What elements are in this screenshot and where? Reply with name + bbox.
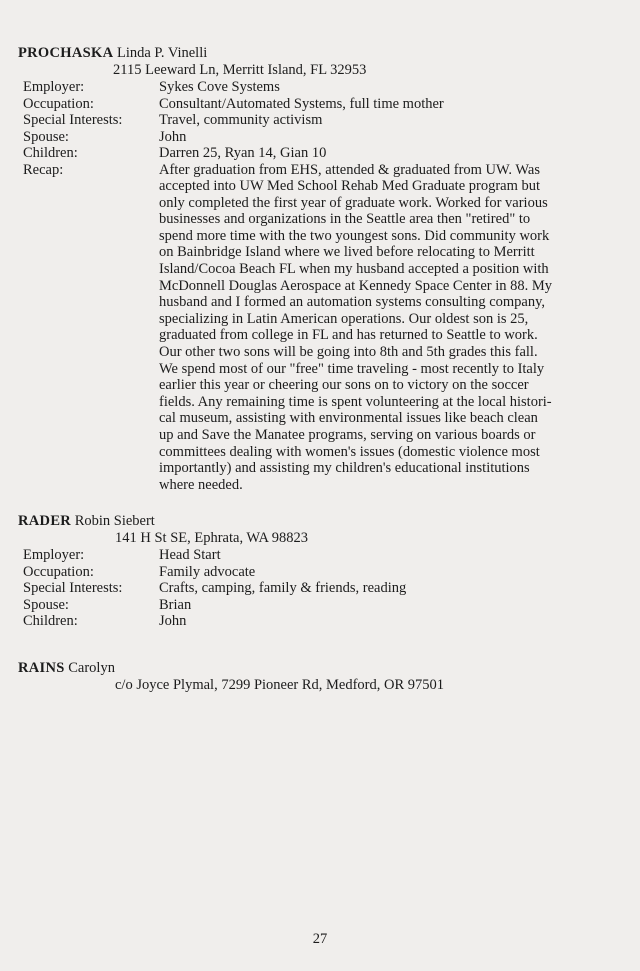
address: 2115 Leeward Ln, Merritt Island, FL 32953 [113, 62, 367, 78]
field-label: Special Interests: [23, 580, 123, 596]
field-label: Special Interests: [23, 112, 123, 128]
given-name: Carolyn [68, 660, 115, 676]
field-value: Brian [159, 596, 192, 613]
recap-line: accepted into UW Med School Rehab Med Graduate program but [159, 178, 541, 195]
recap-line: on Bainbridge Island where we lived before relocating to Merritt [159, 244, 535, 261]
field-occupation [18, 564, 618, 581]
surname: RADER [18, 513, 72, 529]
recap-line: cal museum, assisting with environmental issues like beach clean [159, 410, 538, 427]
field-special-interests [18, 112, 618, 129]
field-value: John [159, 613, 187, 629]
surname: PROCHASKA [18, 45, 114, 61]
recap-line: specializing in Latin American operations. Our oldest son is 25, [159, 310, 529, 327]
recap-line: earlier this year or cheering our sons on to victory on the soccer [159, 377, 529, 394]
field-employer [18, 79, 618, 96]
recap-line: importantly) and assisting my children's educational institutions [159, 460, 530, 477]
field-label: Spouse: [23, 128, 69, 145]
address: c/o Joyce Plymal, 7299 Pioneer Rd, Medford, OR 97501 [115, 677, 445, 693]
entry-rader [18, 513, 618, 630]
field-value: Consultant/Automated Systems, full time mother [159, 95, 444, 112]
field-label: Children: [23, 145, 78, 161]
recap-line: fields. Any remaining time is spent volunteering at the local histori- [159, 393, 552, 410]
field-label: Employer: [23, 547, 85, 563]
address: 141 H St SE, Ephrata, WA 98823 [115, 530, 309, 546]
field-label: Children: [23, 613, 78, 629]
surname: RAINS [18, 660, 65, 676]
entry-prochaska [18, 45, 618, 493]
recap-line: businesses and organizations in the Seattle area then "retired" to [159, 211, 531, 228]
field-value: Head Start [159, 547, 221, 563]
field-value: Crafts, camping, family & friends, reading [159, 580, 407, 596]
name-line [18, 660, 618, 677]
recap-line: committees dealing with women's issues (domestic violence most [159, 443, 540, 460]
field-spouse [18, 129, 618, 146]
field-children [18, 613, 618, 630]
field-label: Recap: [23, 161, 64, 178]
recap-line: Island/Cocoa Beach FL when my husband accepted a position with [159, 261, 549, 278]
field-value: Travel, community activism [159, 112, 323, 128]
recap-text [159, 162, 599, 494]
recap-line: only completed the first year of graduate work. Worked for various [159, 194, 548, 211]
field-recap [18, 162, 618, 494]
field-value: Family advocate [159, 563, 256, 580]
recap-line: Our other two sons will be going into 8th and 5th grades this fall. [159, 344, 538, 361]
name-line [18, 45, 618, 62]
field-children [18, 145, 618, 162]
field-label: Occupation: [23, 563, 94, 580]
field-spouse [18, 597, 618, 614]
page-number: 27 [312, 931, 328, 947]
recap-line: where needed. [159, 476, 243, 493]
field-value: Darren 25, Ryan 14, Gian 10 [159, 145, 327, 161]
field-value: John [159, 128, 187, 145]
field-employer [18, 547, 618, 564]
entry-rains [18, 660, 618, 694]
field-special-interests [18, 580, 618, 597]
recap-line: We spend most of our "free" time traveling - most recently to Italy [159, 360, 545, 377]
recap-line: McDonnell Douglas Aerospace at Kennedy Space Center in 88. My [159, 277, 553, 294]
recap-line: up and Save the Manatee programs, serving on various boards or [159, 427, 536, 443]
field-label: Spouse: [23, 596, 69, 613]
recap-line: husband and I formed an automation systems consulting company, [159, 294, 546, 311]
field-value: Sykes Cove Systems [159, 79, 280, 95]
recap-line: After graduation from EHS, attended & graduated from UW. Was [159, 161, 540, 178]
given-name: Linda P. Vinelli [116, 45, 208, 61]
recap-line: graduated from college in FL and has returned to Seattle to work. [159, 327, 538, 344]
field-label: Employer: [23, 79, 85, 95]
field-label: Occupation: [23, 95, 94, 112]
name-line [18, 513, 618, 530]
given-name: Robin Siebert [74, 513, 155, 529]
field-occupation [18, 96, 618, 113]
recap-line: spend more time with the two youngest sons. Did community work [159, 227, 550, 244]
